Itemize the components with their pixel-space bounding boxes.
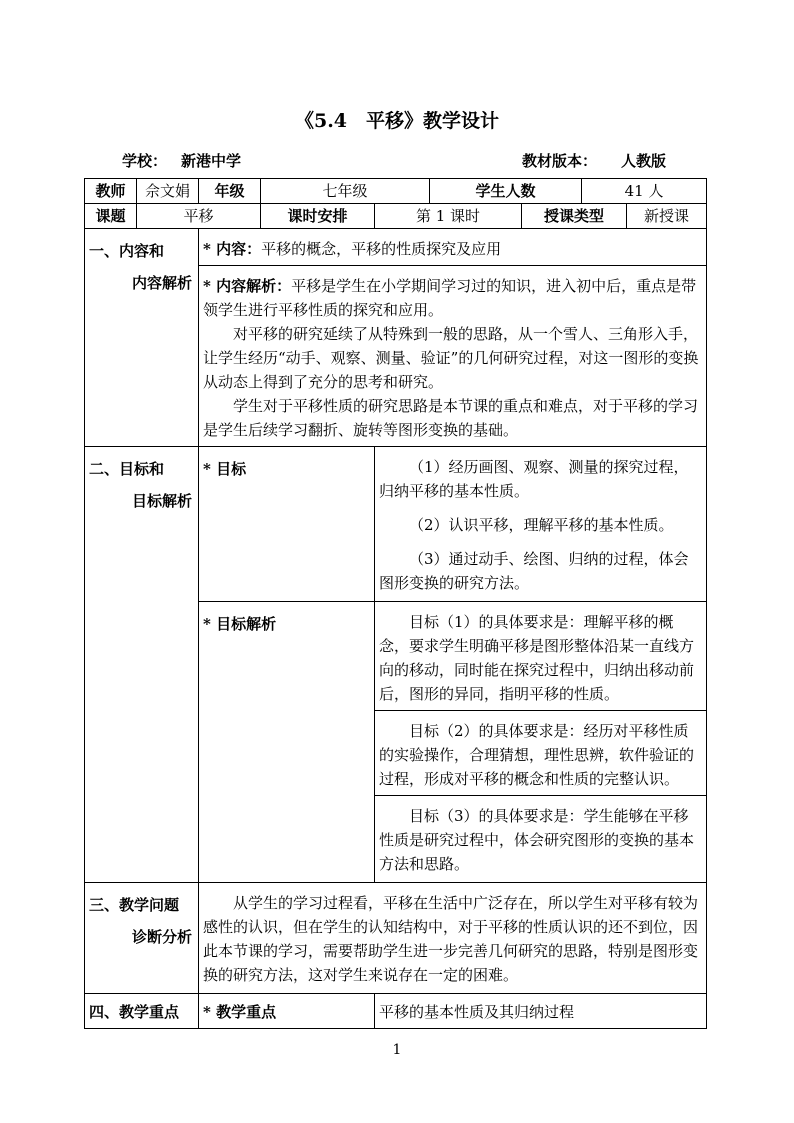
section-content-heading: 一、内容和 内容解析 xyxy=(85,229,199,447)
lesson-plan-table xyxy=(84,178,707,1029)
section-key-row xyxy=(85,994,707,1029)
section-key-heading: 四、教学重点 xyxy=(85,994,199,1029)
goal-cell: （1）经历画图、观察、测量的探究过程，归纳平移的基本性质。 （2）认识平移，理解平移的基本性质。 （3）通过动手、绘图、归纳的过程，体会图形变换的研究方法。 xyxy=(375,447,707,602)
problem-cell: 从学生的学习过程看，平移在生活中广泛存在，所以学生对平移有较为感性的认识，但在学生的认知结构中，对于平移的性质认识的还不到位，因此本节课的学习，需要帮助学生进一步完善几何研究的思路，特别是图形变换的研究方法，这对学生来说存在一定的困难。 xyxy=(199,883,707,994)
section-problem-row xyxy=(85,883,707,994)
type-value: 新授课 xyxy=(627,204,707,229)
content-analysis-cell: * 内容解析：平移是学生在小学期间学习过的知识，进入初中后，重点是带领学生进行平移性质的探究和应用。 对平移的研究延续了从特殊到一般的思路，从一个雪人、三角形入手，让学生经历“动手、观察、测量、验证”的几何研究过程，对这一图形的变换从动态上得到了充分的思考和研究。 学生对于平移性质的研究思路是本节课的重点和难点，对于平移的学习是学生后续学习翻折、旋转等图形变换的基础。 xyxy=(199,266,707,447)
grade-label: 年级 xyxy=(199,179,261,204)
edition-line xyxy=(522,150,666,171)
goal-label: * 目标 xyxy=(199,447,375,602)
school-value: 新港中学 xyxy=(181,152,242,170)
goal-analysis-1: 目标（1）的具体要求是：理解平移的概念，要求学生明确平移是图形整体沿某一直线方向的移动，同时能在探究过程中，归纳出移动前后，图形的异同，指明平移的性质。 xyxy=(375,602,707,711)
key-label: * 教学重点 xyxy=(199,994,375,1029)
schedule-value: 第 1 课时 xyxy=(375,204,522,229)
edition-value: 人教版 xyxy=(621,152,667,170)
section-goal-row xyxy=(85,447,707,602)
school-line xyxy=(122,150,241,171)
goal-analysis-label: * 目标解析 xyxy=(199,602,375,883)
topic-value: 平移 xyxy=(137,204,261,229)
info-row-1 xyxy=(85,179,707,204)
section-content-row xyxy=(85,229,707,266)
school-label: 学校： xyxy=(122,152,168,170)
teacher-label: 教师 xyxy=(85,179,137,204)
goal-analysis-2: 目标（2）的具体要求是：经历对平移性质的实验操作，合理猜想，理性思辨，软件验证的过程，形成对平移的概念和性质的完整认识。 xyxy=(375,711,707,796)
type-label: 授课类型 xyxy=(522,204,627,229)
document-title: 《5.4 平移》教学设计 xyxy=(294,110,500,132)
edition-label: 教材版本： xyxy=(522,152,598,170)
key-text: 平移的基本性质及其归纳过程 xyxy=(375,994,707,1029)
section-problem-heading: 三、教学问题 诊断分析 xyxy=(85,883,199,994)
goal-analysis-3: 目标（3）的具体要求是：学生能够在平移性质是研究过程中，体会研究图形的变换的基本方法和思路。 xyxy=(375,796,707,883)
schedule-label: 课时安排 xyxy=(261,204,375,229)
students-label: 学生人数 xyxy=(430,179,582,204)
section-goal-heading: 二、目标和 目标解析 xyxy=(85,447,199,883)
page-number: 1 xyxy=(392,1042,402,1058)
teacher-value: 佘文娟 xyxy=(137,179,199,204)
topic-label: 课题 xyxy=(85,204,137,229)
grade-value: 七年级 xyxy=(261,179,430,204)
students-value: 41 人 xyxy=(582,179,707,204)
content-cell: * 内容：平移的概念，平移的性质探究及应用 xyxy=(199,229,707,266)
info-row-2 xyxy=(85,204,707,229)
